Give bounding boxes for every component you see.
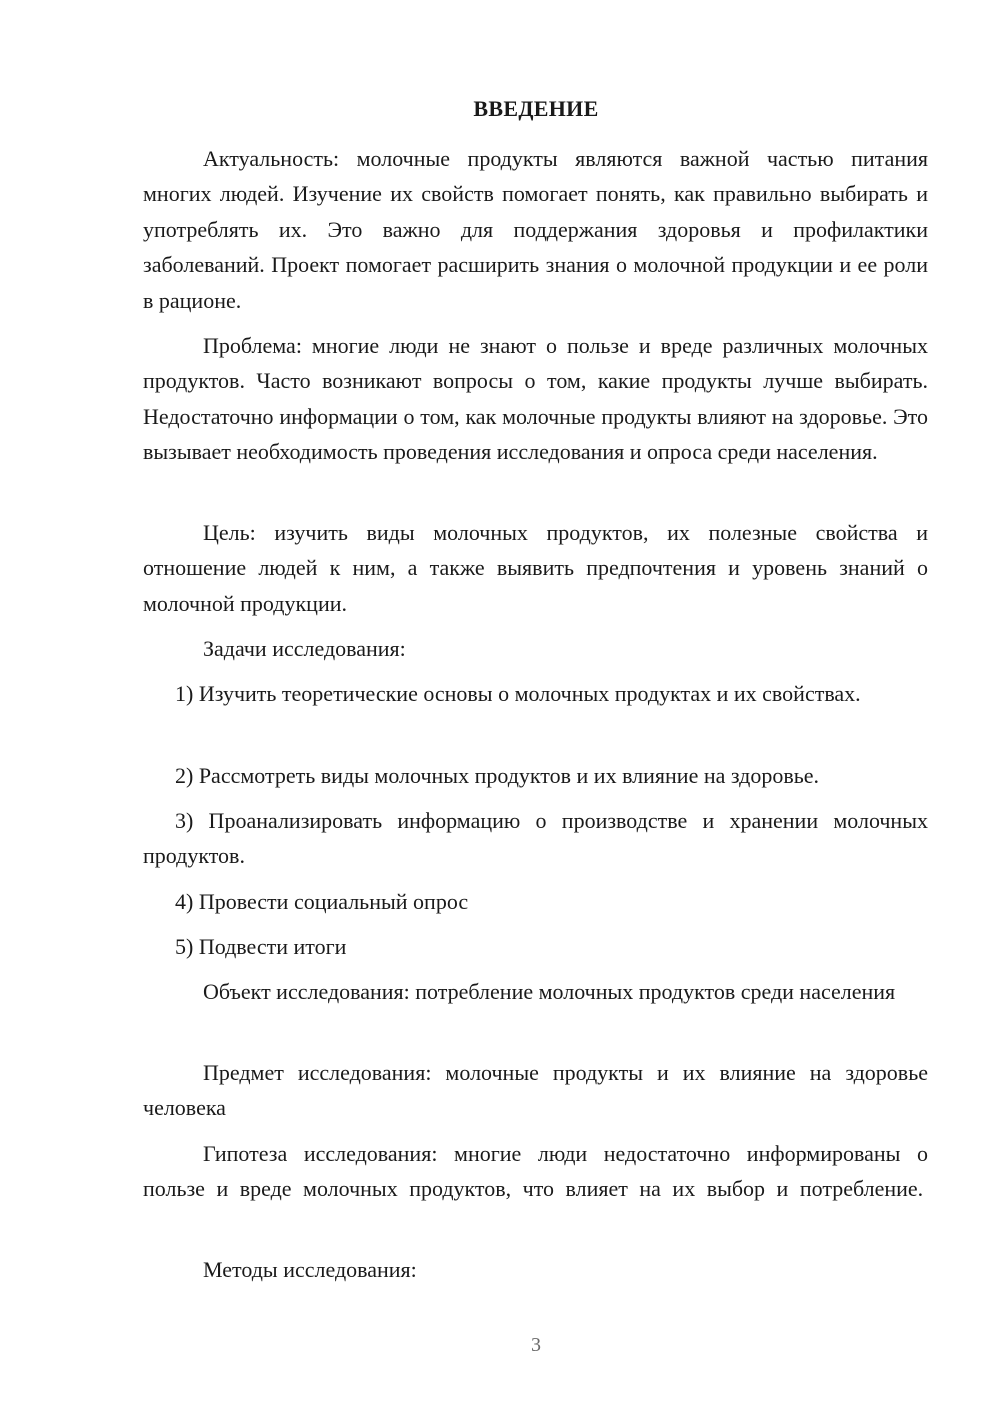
task-item-3: 3) Проанализировать информацию о производстве и хранении молочных продуктов. <box>143 808 928 869</box>
task-item-2: 2) Рассмотреть виды молочных продуктов и их влияние на здоровье. <box>175 763 820 788</box>
relevance-paragraph: Актуальность: молочные продукты являются важной частью питания многих людей. Изучение их свойств помогает понять, как правильно выбирать и употреблять их. Это важно для поддержания здоровья и профилактики заболеваний. Проект помогает расширить знания о молочной продукции и ее роли в рационе. <box>143 146 928 313</box>
task-item-1: 1) Изучить теоретические основы о молочных продуктах и их свойствах. <box>175 681 861 706</box>
goal-paragraph: Цель: изучить виды молочных продуктов, их полезные свойства и отношение людей к ним, а также выявить предпочтения и уровень знаний о молочной продукции. <box>143 520 928 616</box>
problem-paragraph: Проблема: многие люди не знают о пользе и вреде различных молочных продуктов. Часто возникают вопросы о том, какие продукты лучше выбирать. Недостаточно информации о том, как молочные продукты влияют на здоровье. Это вызывает необходимость проведения исследования и опроса среди населения. <box>143 333 928 465</box>
tasks-heading: Задачи исследования: <box>203 636 406 661</box>
page-number: 3 <box>531 1334 541 1356</box>
task-item-4: 4) Провести социальный опрос <box>175 889 469 914</box>
section-title: ВВЕДЕНИЕ <box>473 96 599 121</box>
methods-heading: Методы исследования: <box>203 1257 417 1282</box>
hypothesis-paragraph: Гипотеза исследования: многие люди недостаточно информированы о пользе и вреде молочных продуктов, что влияет на их выбор и потребление. <box>143 1141 928 1202</box>
object-paragraph: Объект исследования: потребление молочных продуктов среди населения <box>203 979 896 1004</box>
subject-paragraph: Предмет исследования: молочные продукты и их влияние на здоровье человека <box>143 1060 928 1121</box>
task-item-5: 5) Подвести итоги <box>175 934 347 959</box>
